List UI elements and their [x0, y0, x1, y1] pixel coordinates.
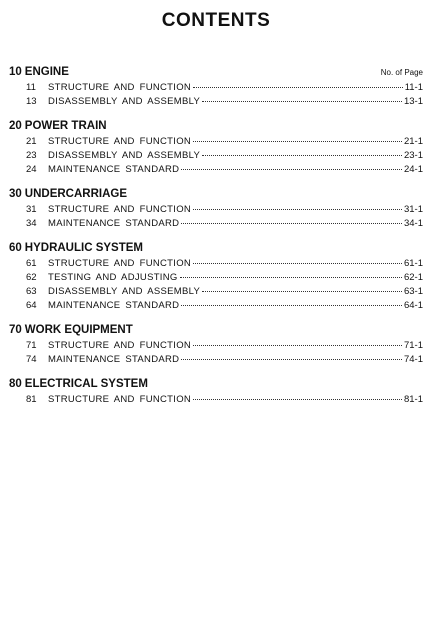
entry-page: 24-1 — [403, 164, 423, 175]
section-number: 70 — [9, 324, 22, 336]
section-number: 30 — [9, 188, 22, 200]
page-title: CONTENTS — [161, 10, 271, 31]
dot-leader — [202, 155, 402, 156]
entry-code: 21 — [26, 136, 37, 147]
section-name: POWER TRAIN — [24, 120, 107, 132]
dot-leader — [193, 345, 402, 346]
entry-code: 62 — [26, 272, 37, 283]
section-name: ELECTRICAL SYSTEM — [24, 378, 148, 390]
toc-entry[interactable] — [9, 286, 423, 300]
dot-leader — [193, 399, 402, 400]
entry-title: STRUCTURE AND FUNCTION — [48, 82, 192, 93]
entry-page: 81-1 — [403, 394, 423, 405]
entry-title: STRUCTURE AND FUNCTION — [48, 340, 192, 351]
entry-code: 74 — [26, 354, 37, 365]
section-heading — [9, 378, 423, 394]
entry-page: 61-1 — [403, 258, 423, 269]
entry-title: STRUCTURE AND FUNCTION — [48, 258, 192, 269]
toc-entry[interactable] — [9, 258, 423, 272]
section-heading — [9, 120, 423, 136]
page-column-header: No. of Page — [380, 68, 423, 77]
section-name: HYDRAULIC SYSTEM — [24, 242, 143, 254]
entry-page: 74-1 — [403, 354, 423, 365]
toc-entry[interactable] — [9, 204, 423, 218]
toc-entry[interactable] — [9, 300, 423, 314]
entry-title: DISASSEMBLY AND ASSEMBLY — [48, 150, 201, 161]
section-number: 20 — [9, 120, 22, 132]
dot-leader — [202, 291, 402, 292]
entry-title: MAINTENANCE STANDARD — [48, 354, 180, 365]
section-heading — [9, 66, 423, 82]
entry-page: 31-1 — [403, 204, 423, 215]
section-number: 60 — [9, 242, 22, 254]
toc-entry[interactable] — [9, 340, 423, 354]
entry-page: 34-1 — [403, 218, 423, 229]
toc-entry[interactable] — [9, 272, 423, 286]
dot-leader — [193, 263, 402, 264]
section-heading — [9, 242, 423, 258]
dot-leader — [181, 169, 402, 170]
section-heading — [9, 188, 423, 204]
dot-leader — [193, 141, 402, 142]
toc-entry[interactable] — [9, 164, 423, 178]
dot-leader — [193, 209, 402, 210]
entry-title: DISASSEMBLY AND ASSEMBLY — [48, 286, 201, 297]
section-work-equipment — [9, 324, 423, 368]
entry-code: 64 — [26, 300, 37, 311]
entry-page: 63-1 — [403, 286, 423, 297]
section-number: 80 — [9, 378, 22, 390]
entry-code: 61 — [26, 258, 37, 269]
entry-code: 11 — [26, 82, 36, 93]
toc-entry[interactable] — [9, 150, 423, 164]
toc-entry[interactable] — [9, 394, 423, 408]
section-power-train — [9, 120, 423, 178]
entry-code: 23 — [26, 150, 37, 161]
section-electrical-system — [9, 378, 423, 408]
toc-entry[interactable] — [9, 82, 423, 96]
dot-leader — [202, 101, 402, 102]
entry-code: 71 — [26, 340, 37, 351]
dot-leader — [180, 277, 402, 278]
dot-leader — [181, 223, 402, 224]
entry-code: 81 — [26, 394, 37, 405]
entry-title: MAINTENANCE STANDARD — [48, 300, 180, 311]
toc-entry[interactable] — [9, 136, 423, 150]
entry-title: STRUCTURE AND FUNCTION — [48, 204, 192, 215]
entry-page: 62-1 — [403, 272, 423, 283]
entry-code: 13 — [26, 96, 37, 107]
entry-title: DISASSEMBLY AND ASSEMBLY — [48, 96, 201, 107]
dot-leader — [181, 359, 402, 360]
section-number: 10 — [9, 66, 22, 78]
entry-code: 34 — [26, 218, 37, 229]
entry-title: MAINTENANCE STANDARD — [48, 218, 180, 229]
entry-title: TESTING AND ADJUSTING — [48, 272, 178, 283]
contents-list — [9, 66, 423, 418]
section-heading — [9, 324, 423, 340]
entry-title: STRUCTURE AND FUNCTION — [48, 136, 192, 147]
toc-entry[interactable] — [9, 218, 423, 232]
entry-title: STRUCTURE AND FUNCTION — [48, 394, 192, 405]
toc-entry[interactable] — [9, 96, 423, 110]
entry-code: 63 — [26, 286, 37, 297]
section-name: ENGINE — [24, 66, 69, 78]
section-name: WORK EQUIPMENT — [24, 324, 133, 336]
section-hydraulic-system — [9, 242, 423, 314]
section-engine — [9, 66, 423, 110]
entry-page: 13-1 — [403, 96, 423, 107]
entry-page: 64-1 — [403, 300, 423, 311]
entry-code: 24 — [26, 164, 37, 175]
entry-page: 23-1 — [403, 150, 423, 161]
section-name: UNDERCARRIAGE — [24, 188, 128, 200]
section-undercarriage — [9, 188, 423, 232]
toc-entry[interactable] — [9, 354, 423, 368]
entry-title: MAINTENANCE STANDARD — [48, 164, 180, 175]
entry-page: 21-1 — [403, 136, 423, 147]
entry-code: 31 — [26, 204, 37, 215]
dot-leader — [193, 87, 403, 88]
dot-leader — [181, 305, 402, 306]
entry-page: 71-1 — [403, 340, 423, 351]
entry-page: 11-1 — [404, 82, 423, 93]
